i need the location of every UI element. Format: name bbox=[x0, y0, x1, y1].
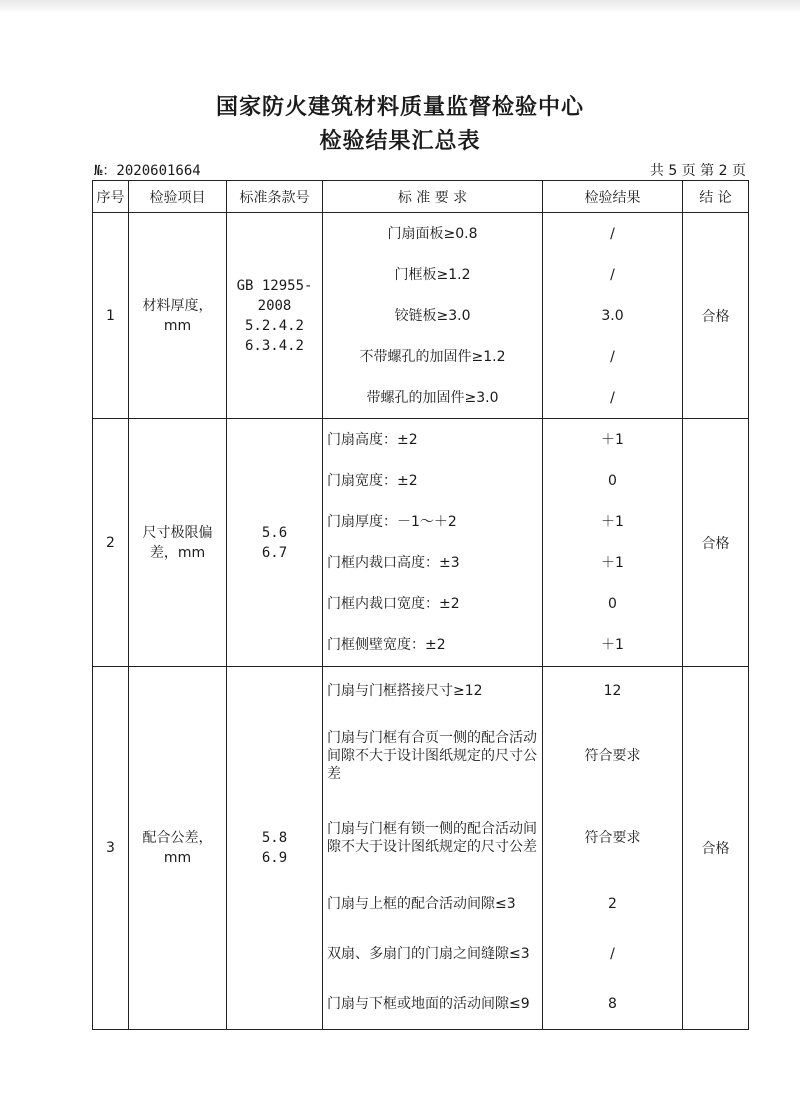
result-value: 12 bbox=[603, 683, 622, 699]
conclusion: 合格 bbox=[683, 667, 749, 1030]
result-value: / bbox=[610, 225, 615, 242]
column-header-conclusion: 结 论 bbox=[683, 181, 749, 213]
requirement-line: 门扇与门框有合页一侧的配合活动间隙不大于设计图纸规定的尺寸公差 bbox=[327, 730, 537, 782]
requirement-line: 门框侧壁宽度：±2 bbox=[327, 637, 446, 653]
standard-clause-text: GB 12955- 2008 5.2.4.2 6.3.4.2 bbox=[236, 277, 313, 354]
requirement-line: 不带螺孔的加固件≥1.2 bbox=[359, 348, 506, 365]
inspection-item-text: 配合公差，mm bbox=[142, 830, 213, 866]
result-value: ＋1 bbox=[601, 431, 624, 448]
requirement-line: 带螺孔的加固件≥3.0 bbox=[366, 389, 499, 406]
column-header-code: 标准条款号 bbox=[227, 181, 323, 213]
requirement-line: 门框内裁口高度：±3 bbox=[327, 554, 460, 571]
results-table bbox=[92, 180, 749, 1030]
requirement-line: 门框内裁口宽度：±2 bbox=[327, 595, 460, 612]
table-row bbox=[93, 213, 749, 419]
requirement-line: 门扇与下框或地面的活动间隙≤9 bbox=[327, 996, 530, 1012]
scan-top-edge bbox=[0, 0, 800, 14]
standard-clause-text: 5.6 6.7 bbox=[261, 524, 288, 561]
row-number: 3 bbox=[93, 667, 129, 1030]
result-value: 8 bbox=[608, 996, 617, 1012]
row-number: 1 bbox=[93, 213, 129, 419]
requirement-line: 门扇面板≥0.8 bbox=[387, 225, 478, 242]
inspection-item bbox=[129, 213, 227, 419]
requirement-cell bbox=[323, 667, 543, 1030]
result-value: 0 bbox=[608, 472, 617, 489]
table-header-row bbox=[93, 181, 749, 213]
page-subtitle: 检验结果汇总表 bbox=[319, 129, 481, 154]
requirement-line: 门框板≥1.2 bbox=[394, 266, 471, 283]
requirement-line: 门扇与上框的配合活动间隙≤3 bbox=[327, 896, 516, 912]
result-value: 0 bbox=[608, 595, 617, 612]
result-value: 符合要求 bbox=[584, 830, 641, 846]
result-cell bbox=[543, 667, 683, 1030]
result-value: ＋1 bbox=[601, 637, 624, 653]
requirement-line: 门扇厚度：－1～＋2 bbox=[327, 513, 457, 530]
table-row bbox=[93, 667, 749, 1030]
report-number: №：2020601664 bbox=[94, 163, 201, 179]
requirement-cell bbox=[323, 213, 543, 419]
requirement-line: 双扇、多扇门的门扇之间缝隙≤3 bbox=[327, 946, 530, 962]
result-value: ＋1 bbox=[601, 513, 624, 530]
result-value: 3.0 bbox=[601, 307, 624, 324]
result-value: / bbox=[610, 266, 615, 283]
column-header-requirement: 标 准 要 求 bbox=[323, 181, 543, 213]
page-info: 共 5 页 第 2 页 bbox=[649, 163, 746, 179]
requirement-line: 门扇高度：±2 bbox=[327, 431, 418, 448]
result-value: ＋1 bbox=[601, 554, 624, 571]
result-value: / bbox=[610, 389, 615, 406]
result-value: 符合要求 bbox=[584, 748, 641, 764]
requirement-line: 门扇宽度：±2 bbox=[327, 472, 418, 489]
result-value: 2 bbox=[608, 896, 617, 912]
requirement-line: 铰链板≥3.0 bbox=[394, 307, 471, 324]
result-value: / bbox=[610, 348, 615, 365]
row-number: 2 bbox=[93, 419, 129, 667]
inspection-item bbox=[129, 667, 227, 1030]
column-header-item: 检验项目 bbox=[129, 181, 227, 213]
requirement-line: 门扇与门框有锁一侧的配合活动间隙不大于设计图纸规定的尺寸公差 bbox=[327, 821, 537, 855]
table-row bbox=[93, 419, 749, 667]
result-value: / bbox=[610, 946, 615, 962]
column-header-result: 检验结果 bbox=[543, 181, 683, 213]
page-title: 国家防火建筑材料质量监督检验中心 bbox=[215, 95, 584, 120]
result-cell bbox=[543, 213, 683, 419]
requirement-cell bbox=[323, 419, 543, 667]
standard-clause bbox=[227, 213, 323, 419]
standard-clause bbox=[227, 419, 323, 667]
conclusion: 合格 bbox=[683, 419, 749, 667]
inspection-item bbox=[129, 419, 227, 667]
requirement-line: 门扇与门框搭接尺寸≥12 bbox=[327, 683, 483, 699]
column-header-no: 序号 bbox=[93, 181, 129, 213]
conclusion: 合格 bbox=[683, 213, 749, 419]
standard-clause-text: 5.8 6.9 bbox=[261, 830, 288, 866]
result-cell bbox=[543, 419, 683, 667]
inspection-item-text: 尺寸极限偏差，mm bbox=[142, 524, 213, 561]
standard-clause bbox=[227, 667, 323, 1030]
inspection-item-text: 材料厚度，mm bbox=[142, 297, 213, 334]
